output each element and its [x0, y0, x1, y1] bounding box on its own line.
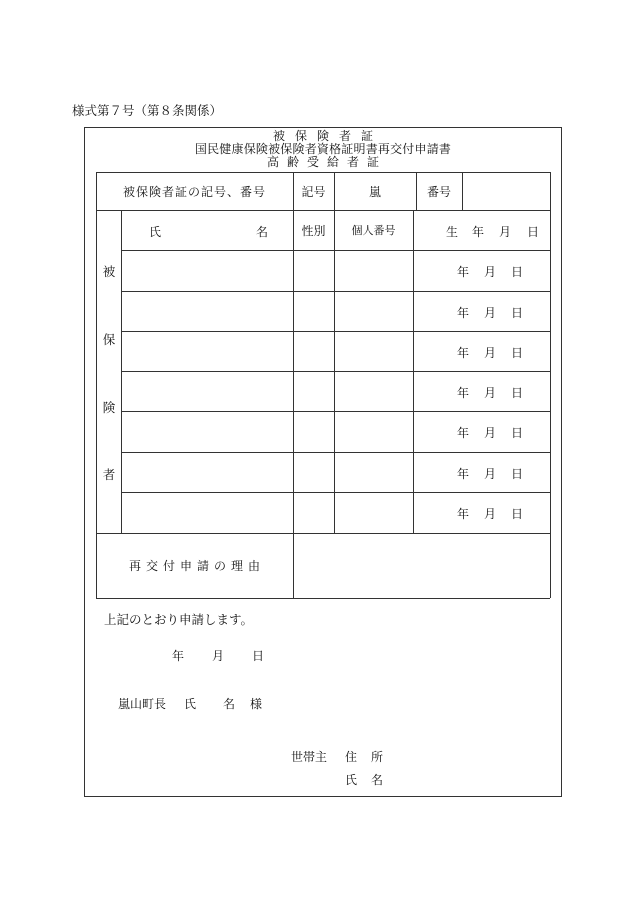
row-birth-day: 日 — [511, 346, 524, 360]
table-row — [121, 492, 550, 533]
header-personal-number: 個人番号 — [351, 224, 396, 237]
cert-number-label: 被保険者証の記号、番号 — [122, 184, 266, 199]
table-row — [121, 331, 550, 371]
title-line-2: 国民健康保険被保険者資格証明書再交付申請書 — [194, 142, 452, 156]
header-name-right: 名 — [256, 225, 269, 239]
header-gender: 性別 — [301, 223, 326, 238]
row-birth-month: 月 — [484, 426, 497, 440]
date-month: 月 — [212, 649, 225, 663]
side-label-char: 保 — [102, 332, 116, 347]
row-personal-number[interactable] — [334, 331, 413, 371]
row-name[interactable] — [121, 371, 293, 411]
row-name[interactable] — [121, 411, 293, 452]
row-gender[interactable] — [293, 331, 334, 371]
household-head-label: 世帯主 — [291, 750, 328, 764]
table-row — [121, 250, 550, 291]
form-number: 様式第７号（第８条関係） — [72, 103, 223, 118]
row-birth-year: 年 — [457, 265, 470, 279]
table-bottom-border — [96, 598, 550, 599]
addressee-suffix-2: 名 — [223, 697, 236, 711]
row-personal-number[interactable] — [334, 411, 413, 452]
insured-rows — [121, 250, 550, 533]
row-birth-year: 年 — [457, 507, 470, 521]
reason-label: 再交付申請の理由 — [128, 559, 265, 573]
number-label: 番号 — [426, 184, 451, 199]
table-row — [121, 411, 550, 452]
number-value[interactable] — [462, 172, 550, 210]
row-birth-year: 年 — [457, 426, 470, 440]
address-label-2: 所 — [371, 750, 384, 764]
row-name[interactable] — [121, 452, 293, 492]
row-name[interactable] — [121, 492, 293, 533]
header-birth-3: 月 — [499, 225, 512, 239]
row-gender[interactable] — [293, 492, 334, 533]
symbol-value[interactable]: 嵐 — [368, 184, 381, 199]
table-row — [121, 371, 550, 411]
addressee-suffix-3: 様 — [250, 697, 263, 711]
row-birth-day: 日 — [511, 507, 524, 521]
row-personal-number[interactable] — [334, 492, 413, 533]
row-birth-month: 月 — [484, 507, 497, 521]
name-label-2: 名 — [371, 773, 384, 787]
header-birth-1: 生 — [446, 225, 459, 239]
row-name[interactable] — [121, 291, 293, 331]
row-personal-number[interactable] — [334, 250, 413, 291]
row-birth-year: 年 — [457, 386, 470, 400]
header-birth-2: 年 — [472, 225, 485, 239]
row-birth-day: 日 — [511, 467, 524, 481]
row-personal-number[interactable] — [334, 291, 413, 331]
row-birth-month: 月 — [484, 306, 497, 320]
addressee-name: 嵐山町長 — [118, 697, 167, 711]
table-row — [121, 291, 550, 331]
row-birth-month: 月 — [484, 265, 497, 279]
table-row — [121, 452, 550, 492]
row-birth-year: 年 — [457, 346, 470, 360]
row-birth-day: 日 — [511, 306, 524, 320]
row-birth-month: 月 — [484, 346, 497, 360]
header-birth-4: 日 — [527, 225, 540, 239]
side-label-char: 者 — [102, 467, 116, 482]
row-personal-number[interactable] — [334, 452, 413, 492]
row-birth-year: 年 — [457, 467, 470, 481]
row-name[interactable] — [121, 250, 293, 291]
symbol-label: 記号 — [301, 184, 326, 199]
date-year: 年 — [172, 649, 185, 663]
row-birth-month: 月 — [484, 467, 497, 481]
name-label-1: 氏 — [345, 773, 358, 787]
title-line-1: 被保険者証 — [272, 129, 383, 143]
row-gender[interactable] — [293, 250, 334, 291]
row-birth-day: 日 — [511, 265, 524, 279]
row-birth-day: 日 — [511, 426, 524, 440]
row-personal-number[interactable] — [334, 371, 413, 411]
address-label-1: 住 — [345, 750, 358, 764]
side-label-char: 被 — [102, 264, 116, 279]
row-gender[interactable] — [293, 411, 334, 452]
row-name[interactable] — [121, 331, 293, 371]
row-birth-year: 年 — [457, 306, 470, 320]
statement: 上記のとおり申請します。 — [104, 612, 254, 627]
row-birth-month: 月 — [484, 386, 497, 400]
header-name-left: 氏 — [149, 225, 162, 239]
side-label-char: 険 — [102, 400, 116, 415]
date-day: 日 — [252, 649, 265, 663]
row-gender[interactable] — [293, 291, 334, 331]
reason-field[interactable] — [293, 533, 550, 598]
addressee-suffix-1: 氏 — [184, 697, 197, 711]
title-line-3: 高齢受給者証 — [266, 155, 387, 169]
table-right-border — [550, 172, 551, 598]
row-birth-day: 日 — [511, 386, 524, 400]
row-gender[interactable] — [293, 452, 334, 492]
row-gender[interactable] — [293, 371, 334, 411]
